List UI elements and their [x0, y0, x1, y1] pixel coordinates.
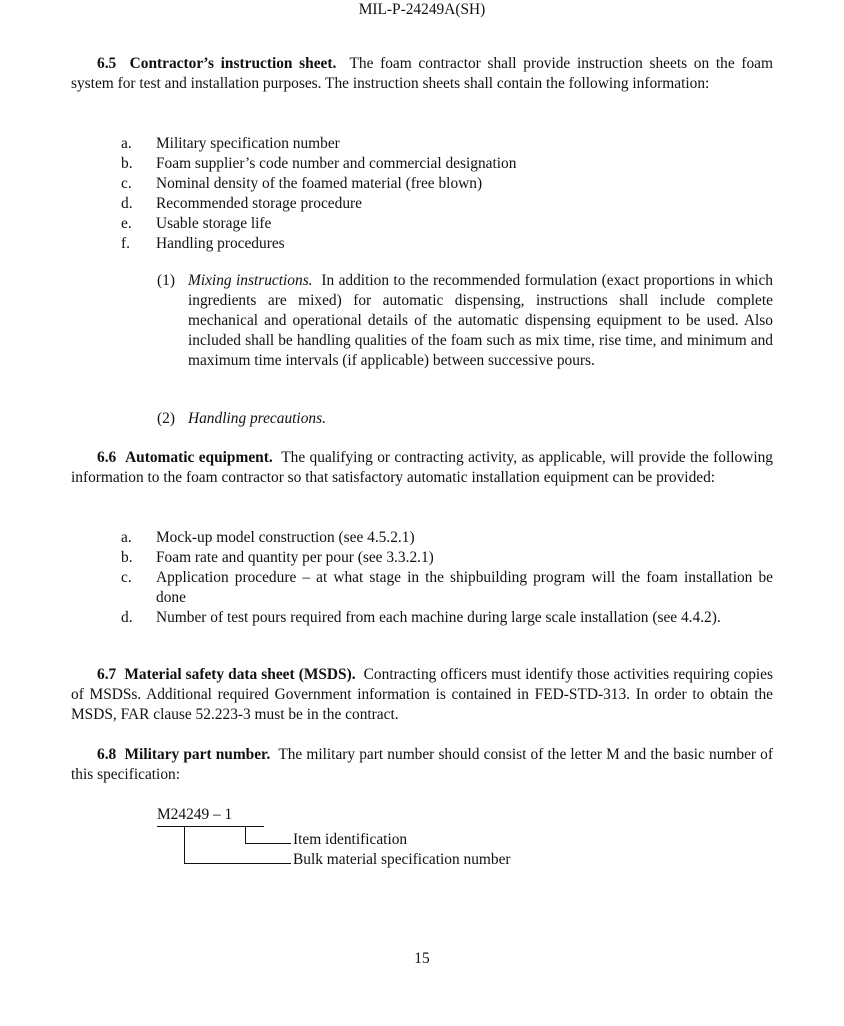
list-item-label: b. — [121, 155, 133, 172]
mixing-instructions-item — [157, 271, 773, 371]
subitem-label: (1) — [157, 272, 175, 289]
list-item-label: c. — [121, 175, 132, 192]
list-item — [121, 214, 773, 234]
list-item-text: Handling procedures — [156, 235, 285, 252]
section-6-5-title: Contractor’s instruction sheet. — [129, 55, 337, 72]
item-identification-label: Item identification — [293, 831, 408, 848]
section-6-6-title: Automatic equipment. — [125, 449, 273, 466]
section-6-8-paragraph — [71, 745, 773, 785]
section-6-7-paragraph — [71, 665, 773, 725]
handling-precautions-item — [157, 409, 773, 429]
bulk-material-label: Bulk material specification number — [293, 851, 511, 868]
list-item-text: Application procedure – at what stage in the shipbuilding program will the foam installation be done — [156, 569, 773, 606]
bulk-bracket-vertical — [184, 826, 185, 864]
section-6-8-number: 6.8 — [97, 746, 117, 763]
section-6-6-paragraph — [71, 448, 773, 488]
section-6-8-body: The military part number should consist of the letter M and the basic number of this specification: — [71, 746, 773, 783]
list-item-text: Foam supplier’s code number and commercial designation — [156, 155, 517, 172]
section-6-7-body: Contracting officers must identify those activities requiring copies of MSDSs. Additional required Government information is contained in FED-STD-313. In order to obtain the MSDS, FAR clause 52.223-3 must be in the contract. — [71, 666, 773, 723]
list-item-label: b. — [121, 549, 133, 566]
list-item-text: Recommended storage procedure — [156, 195, 362, 212]
part-number-underline — [157, 826, 264, 827]
list-item-label: a. — [121, 529, 132, 546]
list-item-text: Usable storage life — [156, 215, 272, 232]
list-item-text: Mock-up model construction (see 4.5.2.1) — [156, 529, 415, 546]
list-item — [121, 548, 773, 568]
list-item — [121, 568, 773, 608]
list-item — [121, 608, 773, 628]
section-6-5-number: 6.5 — [97, 55, 117, 72]
list-item-text: Number of test pours required from each machine during large scale installation (see 4.4.2). — [156, 609, 721, 626]
section-6-6-list — [121, 528, 773, 628]
mixing-instructions-title: Mixing instructions. — [188, 272, 313, 289]
list-item — [121, 154, 773, 174]
section-6-5-body: The foam contractor shall provide instruction sheets on the foam system for test and installation purposes. The instruction sheets shall contain the following information: — [71, 55, 773, 92]
list-item — [121, 134, 773, 154]
section-6-5-list — [121, 134, 773, 254]
list-item-label: d. — [121, 195, 133, 212]
handling-precautions-title: Handling precautions. — [188, 410, 326, 427]
list-item-text: Foam rate and quantity per pour (see 3.3.2.1) — [156, 549, 434, 566]
mixing-instructions-text: In addition to the recommended formulation (exact proportions in which ingredients are mixed) for automatic dispensing, instructions shall include complete mechanical and operational details of the automatic dispensing equipment to be used. Also included shall be handling qualities of the foam such as mix time, rise time, and minimum and maximum time intervals (if applicable) between successive pours. — [188, 272, 773, 369]
list-item — [121, 528, 773, 548]
list-item — [121, 234, 773, 254]
document-header: MIL-P-24249A(SH) — [358, 1, 486, 18]
list-item-text: Nominal density of the foamed material (free blown) — [156, 175, 483, 192]
list-item-label: e. — [121, 215, 132, 232]
section-6-7-number: 6.7 — [97, 666, 117, 683]
list-item — [121, 174, 773, 194]
list-item-label: d. — [121, 609, 133, 626]
section-6-8-title: Military part number. — [124, 746, 271, 763]
page-number: 15 — [414, 950, 430, 967]
section-6-7-title: Material safety data sheet (MSDS). — [124, 666, 356, 683]
list-item-text: Military specification number — [156, 135, 340, 152]
part-number-code: M24249 – 1 — [157, 806, 233, 823]
list-item — [121, 194, 773, 214]
section-6-5-paragraph — [71, 54, 773, 94]
section-6-6-number: 6.6 — [97, 449, 117, 466]
bulk-bracket-horizontal — [184, 863, 291, 864]
item-bracket-horizontal — [245, 843, 291, 844]
list-item-label: f. — [121, 235, 130, 252]
subitem-label: (2) — [157, 410, 175, 427]
item-bracket-vertical — [245, 826, 246, 844]
section-6-6-body: The qualifying or contracting activity, as applicable, will provide the following information to the foam contractor so that satisfactory automatic installation equipment can be provided: — [71, 449, 774, 486]
list-item-label: c. — [121, 569, 132, 586]
list-item-label: a. — [121, 135, 132, 152]
